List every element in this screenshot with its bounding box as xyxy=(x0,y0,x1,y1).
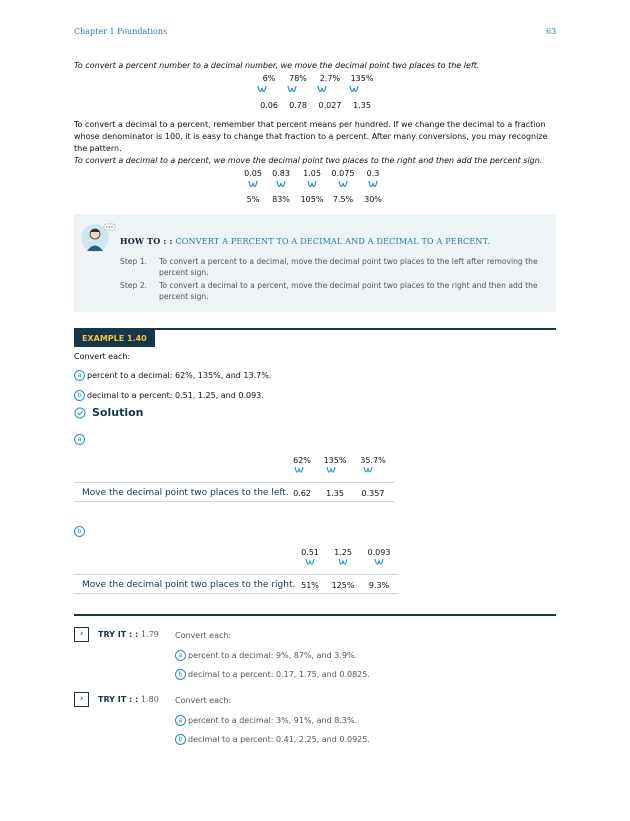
row1-top-value: 135% xyxy=(350,74,374,83)
example-part-a xyxy=(74,370,271,382)
table-rule xyxy=(74,482,394,483)
part-b-marker: b xyxy=(175,669,186,680)
intro-right-rule: To convert a decimal to a percent, we move the decimal point two places to the right and then add the percent sign. xyxy=(74,156,543,165)
part-b-marker: b xyxy=(175,734,186,745)
sol-a-instruction: Move the decimal point two places to the left. xyxy=(82,488,289,498)
try-it-part-a xyxy=(175,715,357,726)
how-to-heading: CONVERT A PERCENT TO A DECIMAL AND A DECIMAL TO A PERCENT. xyxy=(175,237,490,246)
row2-bottom-value: 105% xyxy=(300,195,324,204)
row2-top-value: 1.05 xyxy=(303,169,321,178)
section-rule xyxy=(74,614,556,616)
row1-top-value: 78% xyxy=(289,74,307,83)
try-it-number: 1.79 xyxy=(140,630,159,639)
part-a-marker: a xyxy=(175,715,186,726)
sol-b-result: 125% xyxy=(331,581,355,590)
sol-a-result: 1.35 xyxy=(326,489,344,498)
try-it-part-b xyxy=(175,734,370,745)
row1-bottom-value: 0.78 xyxy=(289,101,307,110)
how-to-title xyxy=(120,236,550,246)
decimal-shift-arrows-icon xyxy=(285,464,395,478)
try-it-number: 1.80 xyxy=(140,695,159,704)
part-a-text: percent to a decimal: 3%, 91%, and 8.3%. xyxy=(188,716,358,725)
part-a-text: percent to a decimal: 62%, 135%, and 13.7%. xyxy=(87,371,272,380)
part-b-text: decimal to a percent: 0.51, 1.25, and 0.093. xyxy=(87,391,264,400)
sol-a-top-value: 35.7% xyxy=(360,456,386,465)
decimal-shift-arrows-icon xyxy=(236,177,396,193)
try-it-part-a xyxy=(175,650,357,661)
row2-top-value: 0.075 xyxy=(331,169,355,178)
try-it-prompt: Convert each: xyxy=(175,631,232,640)
row2-bottom-value: 7.5% xyxy=(332,195,354,204)
row2-bottom-value: 83% xyxy=(272,195,290,204)
running-header-chapter: Chapter 1 Foundations xyxy=(74,27,168,36)
example-part-b xyxy=(74,390,264,402)
sol-b-top-value: 0.093 xyxy=(367,548,391,557)
part-b-text: decimal to a percent: 0.41, 2.25, and 0.0925. xyxy=(188,735,370,744)
try-it-label xyxy=(98,630,159,639)
teacher-avatar-icon xyxy=(80,222,116,254)
row1-top-value: 2.7% xyxy=(319,74,341,83)
try-it-part-b xyxy=(175,669,370,680)
step-1-text: To convert a percent to a decimal, move the decimal point two places to the left after removing the percent sign. xyxy=(159,257,538,277)
part-b-text: decimal to a percent: 0.17, 1.75, and 0.0825. xyxy=(188,670,370,679)
solution-b-marker: b xyxy=(74,526,85,537)
sol-b-result: 9.3% xyxy=(368,581,390,590)
row2-bottom-value: 5% xyxy=(246,195,260,204)
sol-a-result: 0.357 xyxy=(361,489,385,498)
sol-b-instruction: Move the decimal point two places to the right. xyxy=(82,580,296,590)
table-rule xyxy=(74,574,398,575)
try-it-expand-button[interactable]: › xyxy=(74,692,89,707)
row2-bottom-value: 30% xyxy=(364,195,382,204)
part-b-marker: b xyxy=(74,390,85,401)
sol-b-result: 51% xyxy=(301,581,319,590)
part-a-text: percent to a decimal: 9%, 87%, and 3.9%. xyxy=(188,651,358,660)
row2-top-value: 0.83 xyxy=(272,169,290,178)
table-rule xyxy=(74,593,398,594)
decimal-shift-arrows-icon xyxy=(250,82,390,98)
step-1-label: Step 1. xyxy=(120,257,147,266)
row1-bottom-value: 0.027 xyxy=(318,101,342,110)
solution-a-marker: a xyxy=(74,434,85,445)
try-it-expand-button[interactable]: › xyxy=(74,627,89,642)
how-to-prefix: HOW TO : : xyxy=(120,236,173,246)
row1-top-value: 6% xyxy=(262,74,276,83)
sol-b-top-value: 1.25 xyxy=(334,548,352,557)
try-it-title: TRY IT : : xyxy=(98,630,139,639)
example-prompt: Convert each: xyxy=(74,352,131,361)
sol-a-top-value: 62% xyxy=(293,456,311,465)
row2-top-value: 0.3 xyxy=(366,169,380,178)
part-a-marker: a xyxy=(175,650,186,661)
decimal-shift-arrows-icon xyxy=(293,556,403,570)
try-it-title: TRY IT : : xyxy=(98,695,139,704)
page-number: 63 xyxy=(546,27,557,36)
try-it-prompt: Convert each: xyxy=(175,696,232,705)
sol-a-top-value: 135% xyxy=(323,456,347,465)
example-label: EXAMPLE 1.40 xyxy=(74,330,155,347)
part-a-marker: a xyxy=(74,370,85,381)
step-2-text: To convert a decimal to a percent, move the decimal point two places to the right and then add the percent sign. xyxy=(159,281,538,301)
table-rule xyxy=(74,501,394,502)
sol-b-top-value: 0.51 xyxy=(301,548,319,557)
intro-left-rule: To convert a percent number to a decimal number, we move the decimal point two places to the left. xyxy=(74,61,480,70)
decimal-to-percent-paragraph: To convert a decimal to a percent, remember that percent means per hundred. If we change the decimal to a fraction whose denominator is 100, it is easy to change that fraction to a percent. After many conversions, you may recognize the pattern. xyxy=(74,120,548,153)
checkmark-circle-icon xyxy=(74,407,86,419)
try-it-label xyxy=(98,695,159,704)
row2-top-value: 0.05 xyxy=(244,169,262,178)
step-2-label: Step 2. xyxy=(120,281,147,290)
solution-heading: Solution xyxy=(92,406,144,419)
row1-bottom-value: 1.35 xyxy=(353,101,371,110)
sol-a-result: 0.62 xyxy=(293,489,311,498)
row1-bottom-value: 0.06 xyxy=(260,101,278,110)
